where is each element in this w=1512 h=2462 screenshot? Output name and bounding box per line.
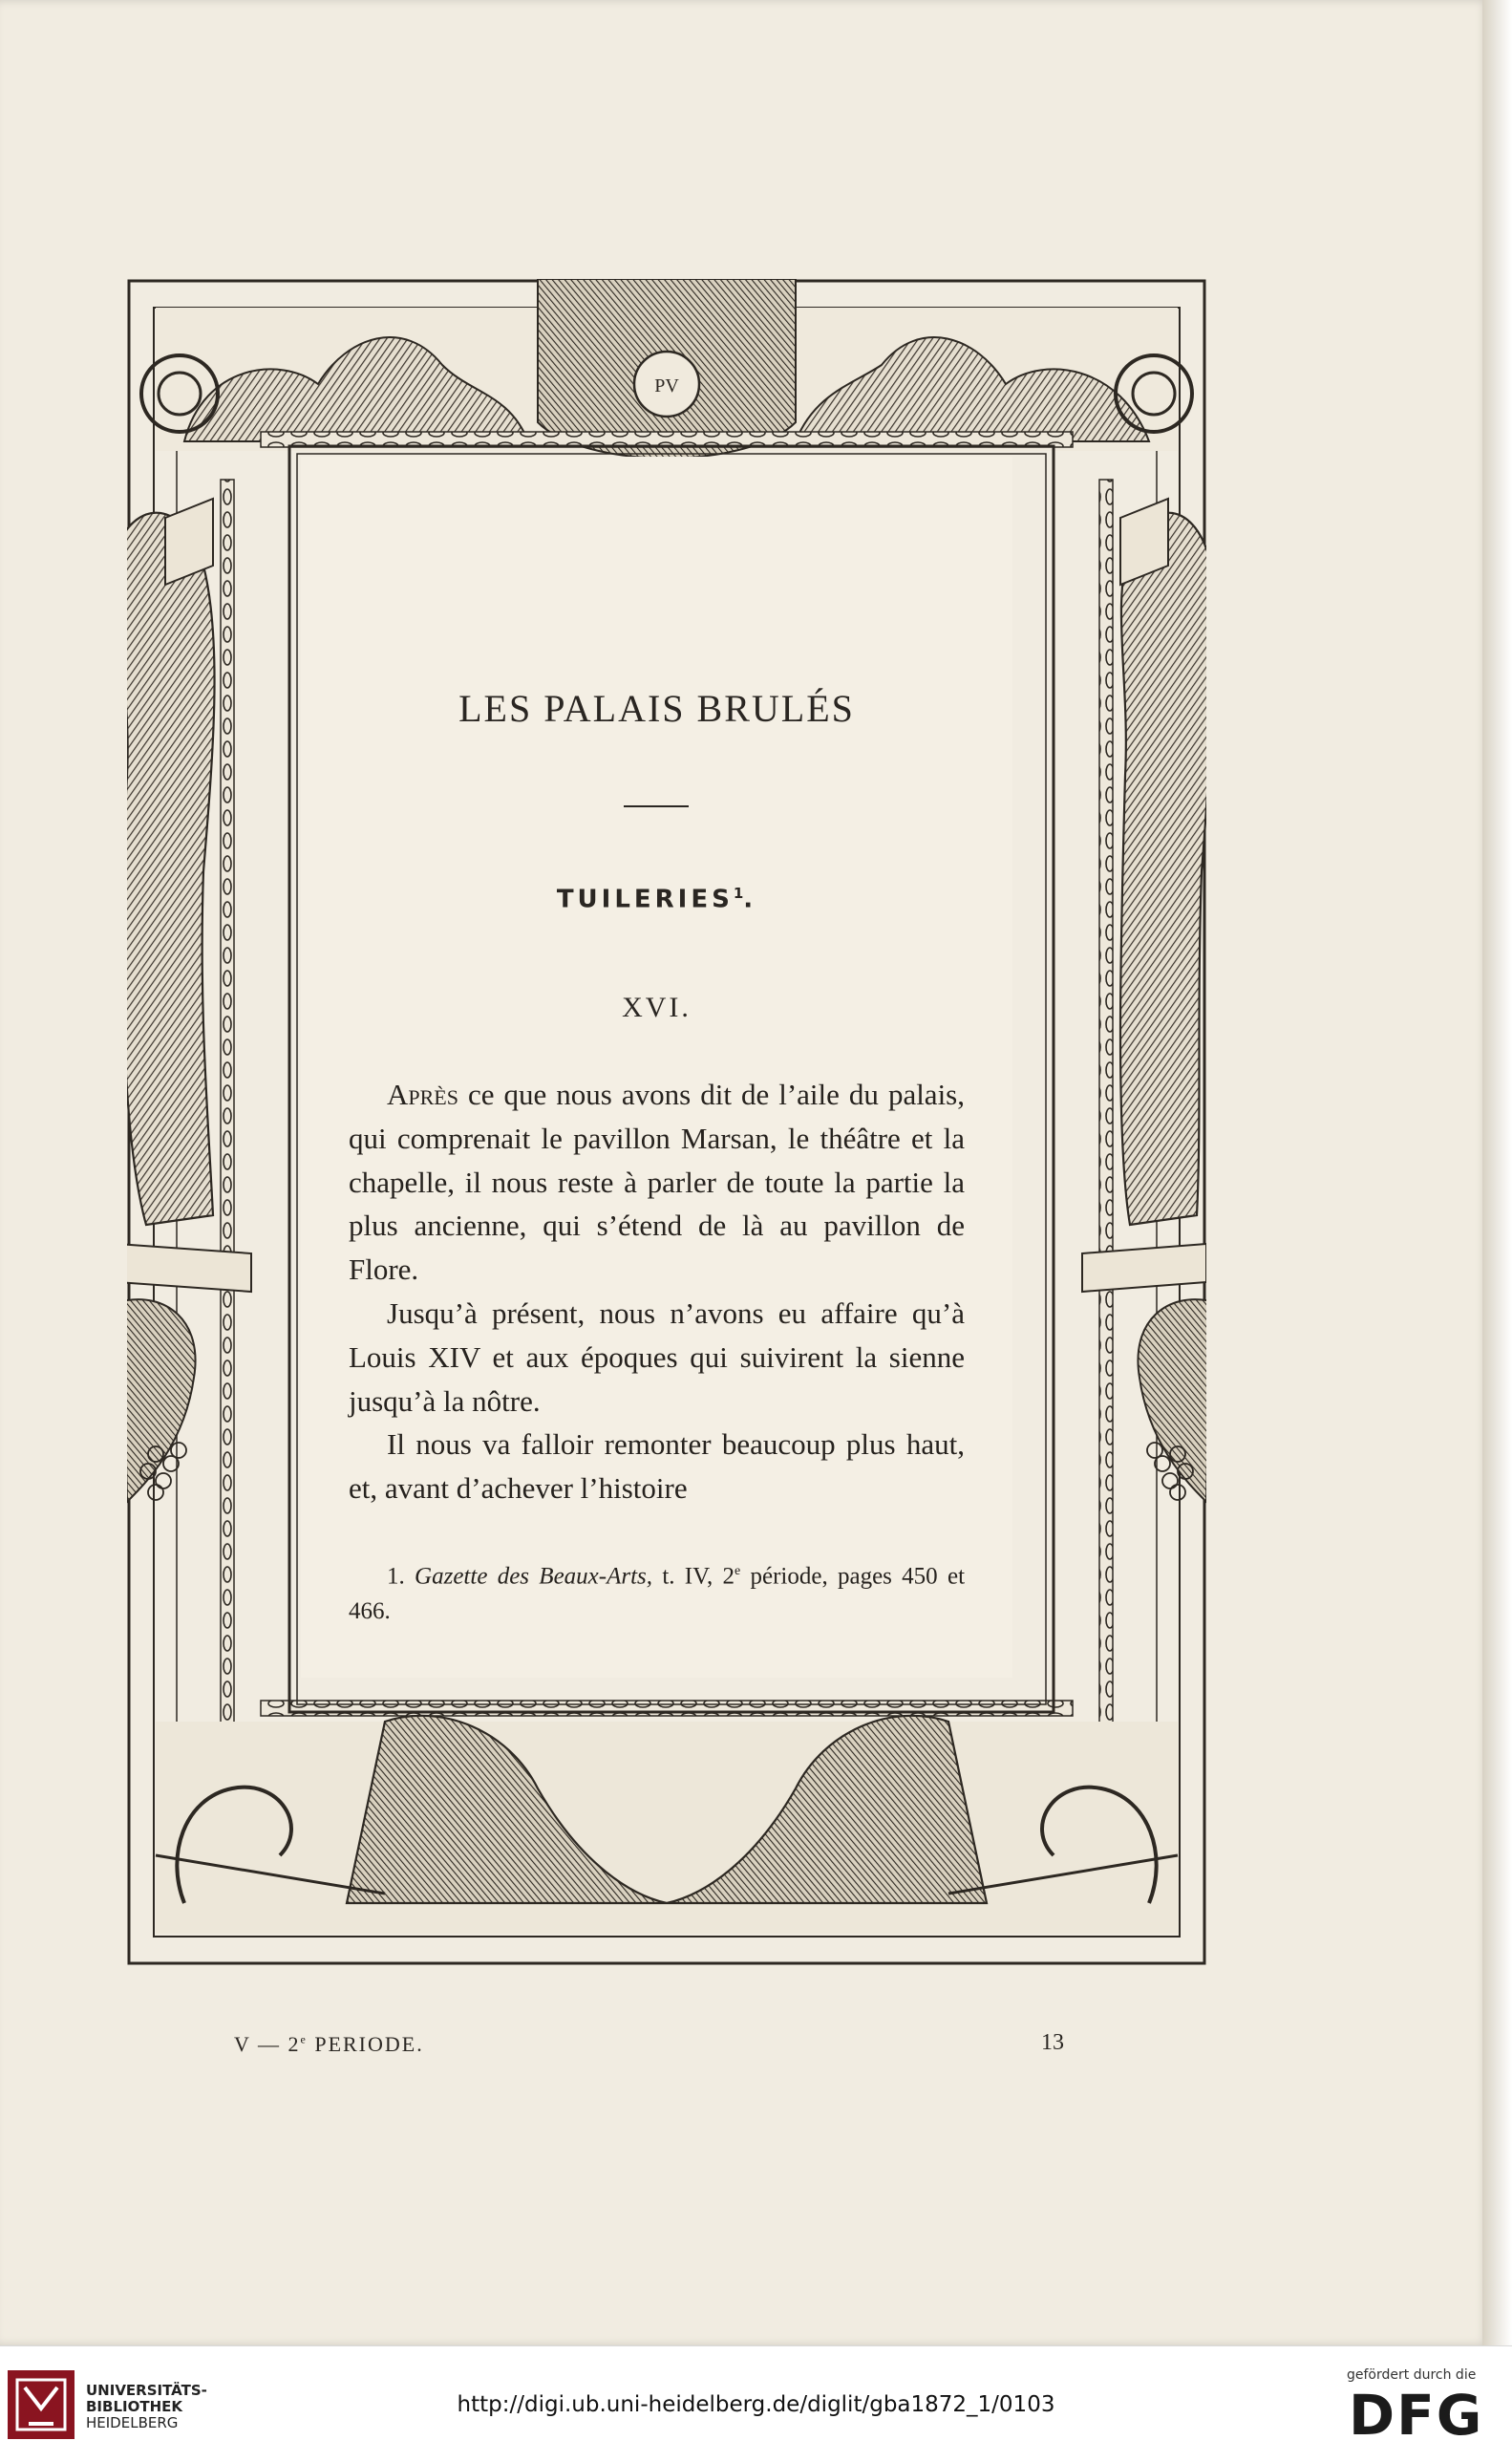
footnote-source: Gazette des Beaux-Arts, (415, 1563, 653, 1590)
paragraph-lead: Après (387, 1078, 458, 1111)
running-footer (234, 2032, 424, 2057)
library-line-3: HEIDELBERG (86, 2414, 179, 2431)
paragraph-text: Il nous va falloir remonter beaucoup plus haut, et, avant d’achever l’histoire (349, 1427, 965, 1506)
paragraph (349, 1423, 965, 1510)
footnote-sup: e (734, 1564, 741, 1578)
footnote-text (349, 1553, 965, 1629)
footnote (349, 1553, 965, 1629)
library-line-1: UNIVERSITÄTS- (86, 2382, 207, 2399)
page-edge (1482, 0, 1512, 2345)
section-subtitle: TUILERIES$^1$. (556, 885, 757, 914)
page-title: LES PALAIS BRULÉS (458, 687, 855, 730)
page-number: 13 (1041, 2030, 1064, 2055)
title-rule (624, 805, 689, 807)
footnote-rest-2: période, pages 450 et 466. (349, 1563, 966, 1625)
page-url-link[interactable]: http://digi.ub.uni-heidelberg.de/diglit/gba1872_1/0103 (457, 2392, 1055, 2417)
footer-period: PERIODE. (307, 2032, 424, 2056)
dfg-logo: DFG (1349, 2383, 1484, 2448)
digitization-banner (0, 2345, 1512, 2462)
paragraph (349, 1292, 965, 1423)
footnote-rest: t. IV, 2 (652, 1563, 735, 1590)
funded-by-label: gefördert durch die (1347, 2367, 1477, 2383)
paragraph (349, 1073, 965, 1292)
paragraph-text: Jusqu’à présent, nous n’avons eu affaire qu’à Louis XIV et aux époques qui suivirent la sienne jusqu’à la nôtre. (349, 1295, 965, 1418)
frame-monogram: PV (654, 375, 679, 396)
subtitle-text: TUILERIES (556, 885, 734, 914)
library-line-2: BIBLIOTHEK (86, 2398, 182, 2415)
subtitle-note-ref: 1 (733, 885, 744, 902)
footer-volume: V — 2 (234, 2032, 301, 2056)
text-panel (301, 457, 1012, 1678)
body-text (349, 1073, 965, 1510)
footnote-number: 1. (387, 1563, 405, 1590)
chapter-number: XVI. (622, 992, 692, 1023)
footer-sup: e (300, 2032, 308, 2046)
paragraph-text: ce que nous avons dit de l’aile du palais, qui comprenait le pavillon Marsan, le théâtre et la chapelle, il nous reste à parler de toute la partie la plus ancienne, qui s’étend de là au pavillon de Flore. (349, 1078, 965, 1287)
